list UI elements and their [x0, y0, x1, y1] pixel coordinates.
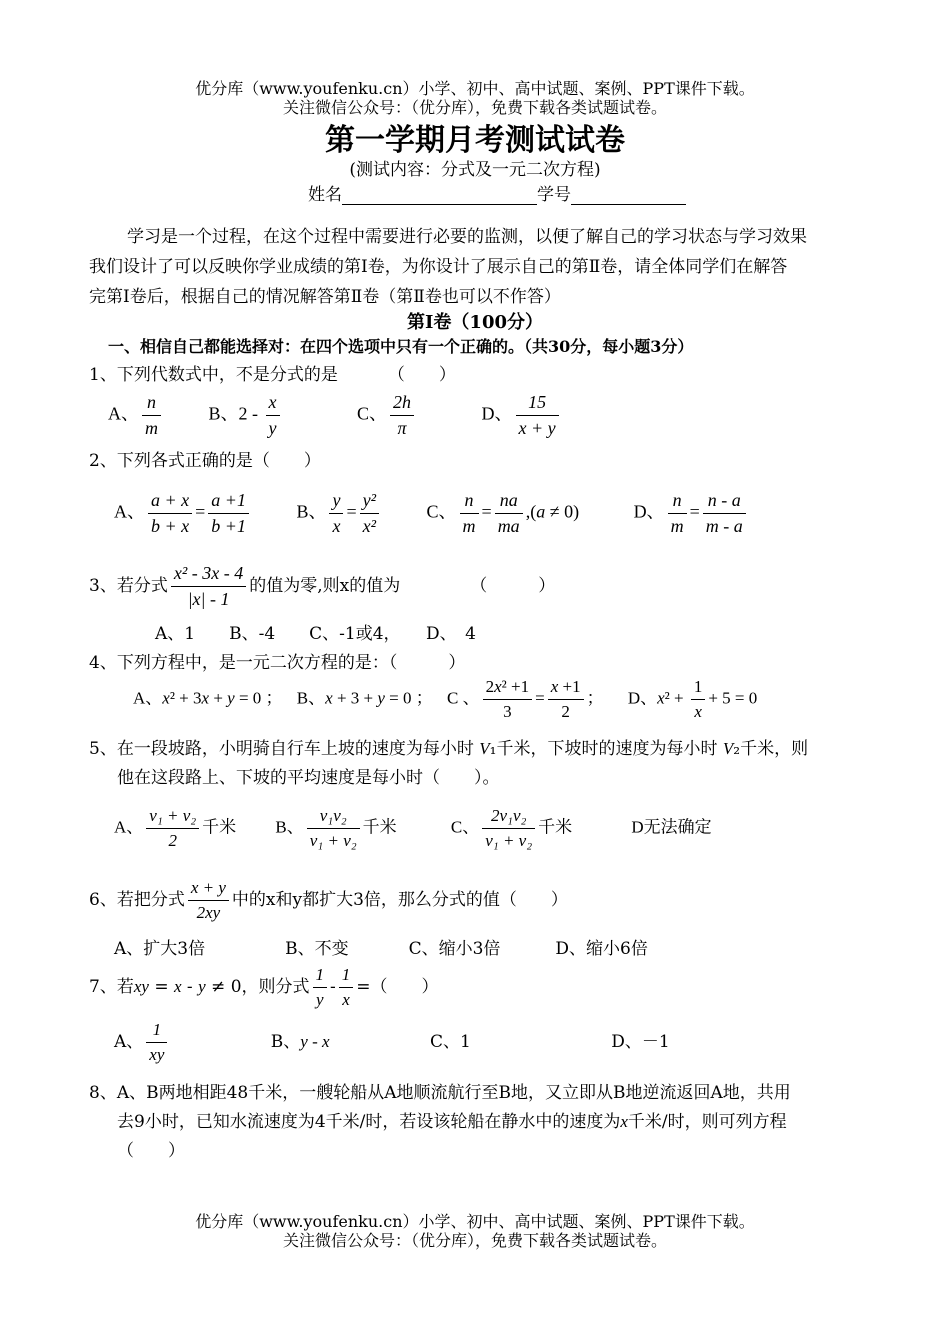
q8-text-b: 千米/时，则可列方程 — [627, 1112, 787, 1132]
question-4-options: A、x² + 3x + y = 0 ； B、x + 3 + y = 0 ； C 、 $\frac{\text{2x² +1}}{3}$ = $\frac{x +1}{2}$ ； D、x² + $\frac{1}{x}$ + 5 = 0 — [133, 677, 758, 721]
q5-unit-b: 千米 — [362, 817, 397, 837]
q5-unit-a: 千米 — [202, 817, 237, 837]
section1-title: 一、相信自己都能选择对：在四个选项中只有一个正确的。（共30分，每小题3分） — [108, 337, 694, 356]
intro-line-1: 学习是一个过程，在这个过程中需要进行必要的监测，以便了解自己的学习状态与学习效果 — [127, 227, 807, 247]
header-line-1: 优分库（www.youfenku.cn）小学、初中、高中试题、案例、PPT课件下载。 — [195, 79, 755, 98]
q7-paren: （ ） — [370, 977, 439, 997]
question-5-options: A、 $\frac{\text{v₁ + v₂}}{2}$ 千米 B、 $\frac{\text{v₁v₂}}{\text{v₁ + v₂}}$ 千米 C、 $\frac{\text{2v₁v₂}}{\text{v₁ + v₂}}$ 千米 D无法确定 — [114, 806, 712, 850]
q3-suffix: 的值为零,则x的值为 — [249, 576, 401, 596]
q7-prefix: 7、若 — [89, 977, 134, 997]
q6-prefix: 6、若把分式 — [89, 890, 185, 910]
q5-text-a: 5、在一段坡路，小明骑自行车上坡的速度为每小时 — [89, 739, 474, 759]
header-line-2: 关注微信公众号：（优分库），免费下载各类试题试卷。 — [282, 98, 667, 117]
q5-unit-c: 千米 — [538, 817, 573, 837]
subtitle: (测试内容：分式及一元二次方程) — [349, 160, 601, 180]
question-1-stem — [89, 360, 456, 385]
question-5-line-2: 他在这段路上、下坡的平均速度是每小时（ ）。 — [117, 768, 500, 788]
question-1-options: A、 $\frac{n}{m}$ B、2 - $\frac{x}{y}$ C、 $\frac{2h}{\pi}$ D、 $\frac{15}{x + y}$ — [108, 392, 562, 439]
q1-paren: （ ） — [387, 365, 456, 385]
q5-option-d: D无法确定 — [631, 817, 712, 837]
number-field[interactable] — [571, 186, 686, 205]
question-2-stem: 2、下列各式正确的是（ ） — [89, 451, 321, 471]
q7-option-d: D、－1 — [611, 1032, 670, 1052]
q7-option-c: C、1 — [429, 1032, 471, 1052]
question-8-line-1: 8、A、B两地相距48千米，一艘轮船从A地顺流航行至B地，又立即从B地逆流返回A地，共用 — [89, 1083, 791, 1103]
question-7-stem: 7、若xy = x - y ≠ 0，则分式 $\frac{1}{y}$ - $\frac{1}{x}$ =（ ） — [89, 965, 439, 1009]
question-5-line-1: 5、在一段坡路，小明骑自行车上坡的速度为每小时 V₁千米，下坡时的速度为每小时 V₂千米，则 — [89, 739, 809, 759]
question-6-options — [114, 934, 648, 959]
q7-mid: ，则分式 — [241, 977, 310, 997]
q6-option-b: B、不变 — [285, 939, 349, 959]
q6-option-a: A、扩大3倍 — [114, 939, 206, 959]
question-3-stem: 3、若分式 $\frac{\text{x² - 3x - 4}}{|x| - 1}$ 的值为零,则x的值为 （ ） — [89, 563, 556, 609]
question-8-line-3: （ ） — [117, 1141, 185, 1161]
q8-text-a: 去9小时，已知水流速度为4千米/时，若设该轮船在静水中的速度为 — [117, 1112, 621, 1132]
page-title: 第一学期月考测试试卷 — [325, 123, 625, 158]
question-2-options: A、 $\frac{a + x}{b + x}$ = $\frac{a +1}{b +1}$ B、 $\frac{y}{x}$ = $\frac{\text{y²}}{\text{x²}}$ C、 $\frac{n}{m}$ = $\frac{na}{ma}$ ,(a ≠ 0) D、 $\frac{n}{m}$ = $\frac{n - a}{m - a}$ — [114, 490, 749, 537]
q6-suffix: 中的x和y都扩大3倍，那么分式的值（ ） — [231, 890, 568, 910]
footer-line-1: 优分库（www.youfenku.cn）小学、初中、高中试题、案例、PPT课件下载。 — [195, 1212, 755, 1231]
number-label: 学号 — [537, 185, 571, 205]
q6-option-d: D、缩小6倍 — [555, 939, 648, 959]
intro-line-3: 完第Ⅰ卷后，根据自己的情况解答第Ⅱ卷（第Ⅱ卷也可以不作答） — [89, 287, 561, 307]
q3-prefix: 3、若分式 — [89, 576, 168, 596]
q5-text-c: 千米，则 — [740, 739, 809, 759]
q3-paren: （ ） — [470, 576, 556, 596]
question-4-stem: 4、下列方程中，是一元二次方程的是：（ ） — [89, 653, 466, 673]
part1-title: 第Ⅰ卷（100分） — [407, 312, 543, 333]
q6-option-c: C、缩小3倍 — [408, 939, 501, 959]
footer-line-2: 关注微信公众号：（优分库），免费下载各类试题试卷。 — [282, 1231, 667, 1250]
q1-text: 1、下列代数式中，不是分式的是 — [89, 365, 338, 385]
question-6-stem: 6、若把分式 $\frac{x + y}{2xy}$ 中的x和y都扩大3倍，那么分式的值（ ） — [89, 878, 568, 922]
name-label: 姓名 — [308, 185, 342, 205]
name-field[interactable] — [342, 186, 537, 205]
student-info — [308, 180, 686, 205]
question-7-options: A、 $\frac{1}{xy}$ B、y - x C、1 D、－1 — [114, 1020, 670, 1064]
intro-line-2: 我们设计了可以反映你学业成绩的第Ⅰ卷，为你设计了展示自己的第Ⅱ卷，请全体同学们在解答 — [89, 257, 788, 277]
question-8-line-2: 去9小时，已知水流速度为4千米/时，若设该轮船在静水中的速度为x千米/时，则可列方程 — [117, 1112, 787, 1132]
question-3-options: A、1 B、-4 C、-1或4， D、 4 — [155, 624, 476, 644]
q5-text-b: 千米，下坡时的速度为每小时 — [496, 739, 718, 759]
